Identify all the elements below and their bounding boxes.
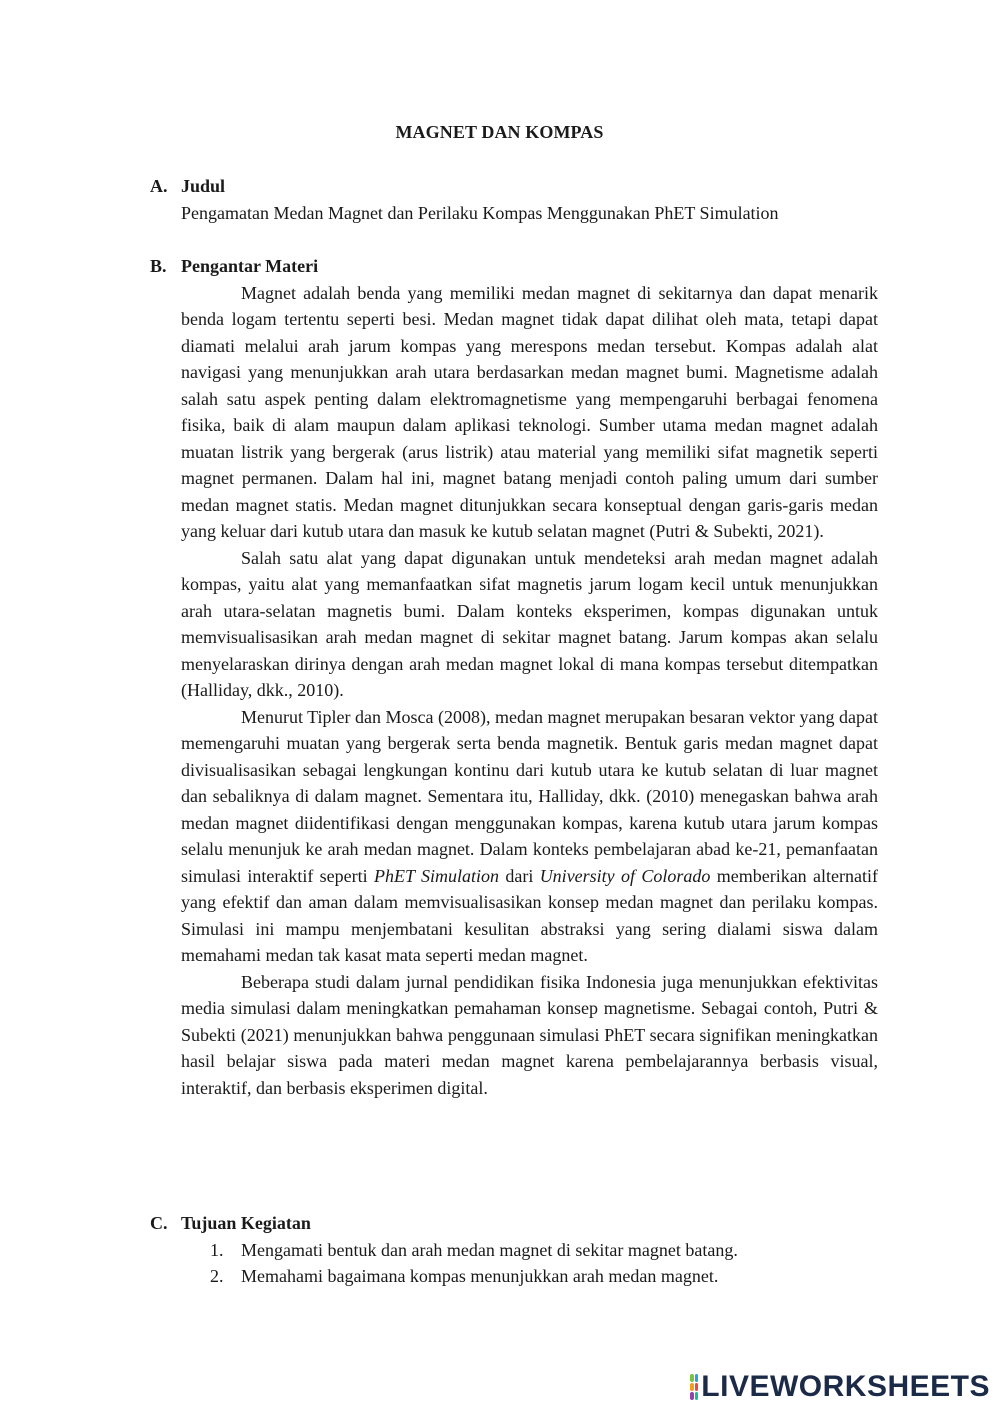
paragraph-1: Magnet adalah benda yang memiliki medan magnet di sekitarnya dan dapat menarik benda logam tertentu seperti besi. Medan magnet tidak dapat dilihat oleh mata, tetapi dapat diamati melalui arah jarum kompas yang merespons medan tersebut. Kompas adalah alat navigasi yang menunjukkan arah utara berdasarkan medan magnet bumi. Magnetisme adalah salah satu aspek penting dalam elektromagnetisme yang mempengaruhi berbagai fenomena fisika, baik di alam maupun dalam aplikasi teknologi. Sumber utama medan magnet adalah muatan listrik yang bergerak (arus listrik) atau material yang memiliki sifat magnetik seperti magnet permanen. Dalam hal ini, magnet batang menjadi contoh paling umum dari sumber medan magnet statis. Medan magnet ditunjukkan secara konseptual dengan garis-garis medan yang keluar dari kutub utara dan masuk ke kutub selatan magnet (Putri & Subekti, 2021). [181,282,878,541]
phet-simulation-term: PhET Simulation [373,865,500,886]
paragraph-3-mid: dari [499,865,540,886]
section-heading-text: Tujuan Kegiatan [181,1213,311,1233]
list-item [181,1237,878,1264]
section-heading [150,1210,878,1237]
liveworksheets-wordmark: LIVEWORKSHEETS [701,1370,990,1403]
section-heading [150,253,878,280]
logo-tile [695,1374,699,1382]
paragraph-3-start: Menurut Tipler dan Mosca (2008), medan magnet merupakan besaran vektor yang dapat memengaruhi muatan yang bergerak serta benda magnetik. Bentuk garis medan magnet dapat divisualisasikan sebagai lengkungan kontinu dari kutub utara ke kutub selatan di luar magnet dan sebaliknya di dalam magnet. Sementara itu, Halliday, dkk. (2010) menegaskan bahwa arah medan magnet diidentifikasi dengan menggunakan kompas, karena kutub utara jarum kompas selalu menunjuk ke arah medan magnet. Dalam konteks pembelajaran abad ke-21, pemanfaatan simulasi interaktif seperti [181,706,878,886]
section-letter: C. [150,1213,168,1233]
logo-tile [690,1392,694,1400]
judul-text: Pengamatan Medan Magnet dan Perilaku Kompas Menggunakan PhET Simulation [181,202,779,223]
list-text: Mengamati bentuk dan arah medan magnet di sekitar magnet batang. [241,1239,738,1260]
logo-tile [690,1383,694,1391]
section-body [181,280,878,1102]
section-heading-text: Judul [181,176,226,196]
university-term: University of Colorado [539,865,711,886]
section-heading-text: Pengantar Materi [181,256,319,276]
paragraph-3-end: memberikan alternatif yang efektif dan aman dalam memvisualisasikan konsep medan magnet dan perilaku kompas. Simulasi ini mampu menjembatani kesulitan abstraksi yang sering dialami siswa dalam memahami medan tak kasat mata seperti medan magnet. [181,865,878,965]
section-body [181,200,878,227]
section-letter: A. [150,176,168,196]
paragraph-4: Beberapa studi dalam jurnal pendidikan fisika Indonesia juga menunjukkan efektivitas media simulasi dalam meningkatkan pemahaman konsep magnetisme. Sebagai contoh, Putri & Subekti (2021) menunjukkan bahwa penggunaan simulasi PhET secara signifikan meningkatkan hasil belajar siswa pada materi medan magnet karena pembelajarannya berbasis visual, interaktif, dan berbasis eksperimen digital. [181,971,878,1098]
logo-tile [695,1392,699,1400]
list-number: 1. [210,1239,224,1260]
section-tujuan-kegiatan [150,1210,878,1290]
logo-tile [690,1374,694,1382]
liveworksheets-logo [690,1372,990,1402]
list-text: Memahami bagaimana kompas menunjukkan arah medan magnet. [241,1266,719,1286]
list-number: 2. [210,1266,224,1286]
paragraph-2: Salah satu alat yang dapat digunakan untuk mendeteksi arah medan magnet adalah kompas, yaitu alat yang memanfaatkan sifat magnetis jarum logam kecil untuk menunjukkan arah utara-selatan magnetis bumi. Dalam konteks eksperimen, kompas digunakan untuk memvisualisasikan arah medan magnet di sekitar magnet batang. Jarum kompas akan selalu menyelaraskan dirinya dengan arah medan magnet lokal di mana kompas tersebut ditempatkan (Halliday, dkk., 2010). [181,547,878,700]
section-judul [150,173,878,226]
liveworksheets-icon [690,1374,698,1400]
page-title: MAGNET DAN KOMPAS [395,122,604,142]
logo-tile [695,1383,699,1391]
section-letter: B. [150,256,167,276]
section-pengantar-materi [150,253,878,1101]
list-item [181,1263,878,1290]
section-heading [150,173,878,200]
paragraph-3 [181,704,878,969]
